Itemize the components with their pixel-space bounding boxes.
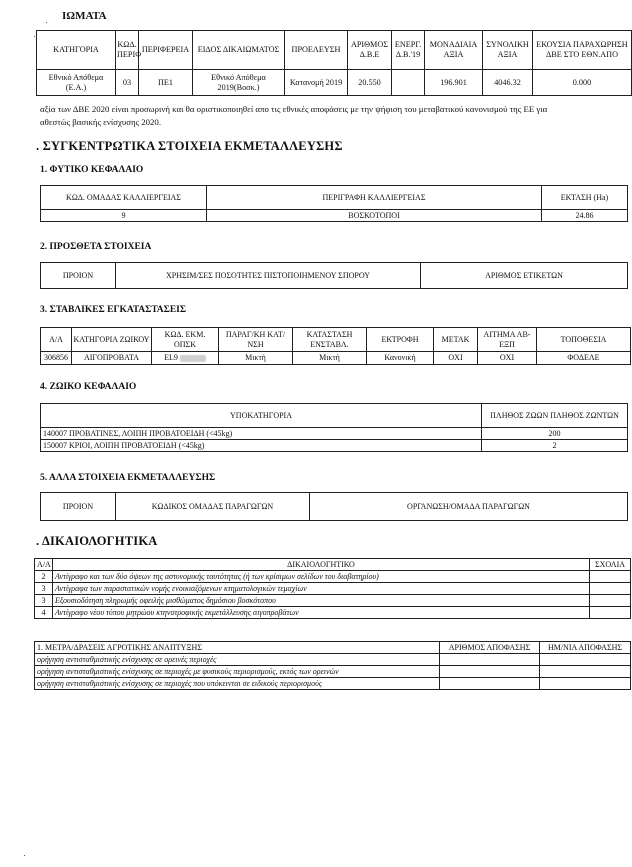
stables-header-cell: ΤΟΠΟΘΕΣΙΑ [537, 328, 631, 352]
other-header-cell: ΟΡΓΑΝΩΣΗ/ΟΜΑΔΑ ΠΑΡΑΓΩΓΩΝ [310, 493, 628, 521]
summary-heading: . ΣΥΓΚΕΝΤΡΩΤΙΚΑ ΣΤΟΙΧΕΙΑ ΕΚΜΕΤΑΛΛΕΥΣΗΣ [36, 139, 343, 153]
stables-data-row [41, 352, 631, 365]
rights-header-row [37, 31, 632, 70]
docs-cell: 3 [35, 595, 53, 607]
stables-header-cell: ΕΚΤΡΟΦΗ [367, 328, 434, 352]
plant-heading: 1. ΦΥΤΙΚΟ ΚΕΦΑΛΑΙΟ [40, 165, 144, 175]
animals-data-row [41, 428, 628, 440]
plant-cell: 9 [41, 210, 207, 222]
rights-cell: 4046.32 [483, 70, 533, 96]
other-heading: 5. ΑΛΛΑ ΣΤΟΙΧΕΙΑ ΕΚΜΕΤΑΛΛΕΥΣΗΣ [40, 473, 216, 483]
stables-header-cell: ΑΙΤΗΜΑ ΑΒ-ΕΞΠ [478, 328, 537, 352]
rights-header-cell: ΕΙΔΟΣ ΔΙΚΑΙΩΜΑΤΟΣ [193, 31, 285, 70]
measures-cell [440, 678, 540, 690]
measures-row [35, 678, 631, 690]
docs-row [35, 571, 631, 583]
measures-header-cell: 1. ΜΕΤΡΑ/ΔΡΑΣΕΙΣ ΑΓΡΟΤΙΚΗΣ ΑΝΑΠΤΥΞΗΣ [35, 642, 440, 654]
rights-header-cell: ΜΟΝΑΔΙΑΙΑ ΑΞΙΑ [425, 31, 483, 70]
rights-cell: 0.000 [533, 70, 632, 96]
docs-cell [590, 571, 631, 583]
scan-speck [34, 36, 35, 37]
measures-table [34, 641, 631, 690]
docs-cell: Αντίγραφο νέου τύπου μητρώου κτηνοτροφικής εκμετάλλευσης αιγοπροβάτων [53, 607, 590, 619]
plant-cell: 24.86 [542, 210, 628, 222]
rights-cell [392, 70, 425, 96]
docs-cell [590, 583, 631, 595]
docs-row [35, 595, 631, 607]
rights-cell: 20.550 [348, 70, 392, 96]
docs-table [34, 558, 631, 619]
rights-table [36, 30, 632, 96]
docs-heading: . ΔΙΚΑΙΟΛΟΓΗΤΙΚΑ [36, 534, 158, 548]
plant-cell: ΒΟΣΚΟΤΟΠΟΙ [207, 210, 542, 222]
plant-header-row [41, 186, 628, 210]
measures-cell: ορήγηση αντισταθμιστικής ενίσχυσης σε ορεινές περιοχές [35, 654, 440, 666]
stables-cell: Κανονική [367, 352, 434, 365]
stables-cell: ΑΙΓΟΠΡΟΒΑΤΑ [72, 352, 152, 365]
measures-cell [440, 654, 540, 666]
plant-data-row [41, 210, 628, 222]
stables-cell: ΦΟΔΕΛΕ [537, 352, 631, 365]
docs-header-cell: Α/Α [35, 559, 53, 571]
stables-header-cell: ΜΕΤΑΚ [434, 328, 478, 352]
rights-header-cell: ΣΥΝΟΛΙΚΗ ΑΞΙΑ [483, 31, 533, 70]
stables-cell [152, 352, 219, 365]
measures-cell: ορήγηση αντισταθμιστικής ενίσχυσης σε περιοχές με φυσικούς περιορισμούς, εκτός των ορεινών [35, 666, 440, 678]
docs-header-row [35, 559, 631, 571]
plant-table [40, 185, 628, 222]
stables-cell: 306856 [41, 352, 72, 365]
measures-cell: ορήγηση αντισταθμιστικής ενίσχυσης σε περιοχές που υπόκεινται σε ειδικούς περιορισμούς [35, 678, 440, 690]
extra-header-cell: ΑΡΙΘΜΟΣ ΕΤΙΚΕΤΩΝ [421, 263, 628, 289]
stables-code: EL9 [164, 353, 178, 363]
measures-row [35, 666, 631, 678]
docs-row [35, 607, 631, 619]
animals-cell: 200 [482, 428, 628, 440]
measures-cell [540, 666, 631, 678]
rights-header-cell: ΚΩΔ. ΠΕΡΙΦ [116, 31, 139, 70]
stables-header-row [41, 328, 631, 352]
animals-cell: 2 [482, 440, 628, 452]
docs-cell: Αντίγραφα των παραστατικών νομής ενοικιαζόμενων κτηματολογικών τεμαχίων [53, 583, 590, 595]
measures-row [35, 654, 631, 666]
animals-header-cell: ΥΠΟΚΑΤΗΓΟΡΙΑ [41, 404, 482, 428]
measures-header-row [35, 642, 631, 654]
stables-header-cell: ΚΑΤΗΓΟΡΙΑ ΖΩΙΚΟΥ [72, 328, 152, 352]
stables-header-cell: Α/Α [41, 328, 72, 352]
measures-header-cell: ΗΜ/ΝΙΑ ΑΠΟΦΑΣΗΣ [540, 642, 631, 654]
rights-cell: Εθνικό Απόθεμα 2019(Βοσκ.) [193, 70, 285, 96]
animals-cell: 150007 ΚΡΙΟΙ, ΛΟΙΠΗ ΠΡΟΒΑΤΟΕΙΔΗ (<45kg) [41, 440, 482, 452]
animals-header-cell: ΠΛΗΘΟΣ ΖΩΩΝ ΠΛΗΘΟΣ ΖΩΝΤΩΝ [482, 404, 628, 428]
scan-speck [24, 855, 25, 856]
plant-header-cell: ΕΚΤΑΣΗ (Ha) [542, 186, 628, 210]
redacted-code [180, 355, 206, 362]
rights-cell: 03 [116, 70, 139, 96]
measures-cell [540, 654, 631, 666]
stables-cell: ΟΧΙ [478, 352, 537, 365]
stables-header-cell: ΠΑΡΑΓ/ΚΗ ΚΑΤ/ΝΣΗ [219, 328, 293, 352]
measures-header-cell: ΑΡΙΘΜΟΣ ΑΠΟΦΑΣΗΣ [440, 642, 540, 654]
rights-heading: ΙΩΜΑΤΑ [62, 10, 107, 22]
stables-table [40, 327, 631, 365]
note-line-1: αξία των ΔΒΕ 2020 είναι προσωρινή και θα οριστικοποιηθεί απο τις εθνικές αποφάσεις με την ψήφιση του μεταβατικού κανονισμού της ΕΕ για [40, 104, 548, 114]
docs-cell: Αντίγραφο και των δύο όψεων της αστυνομικής ταυτότητας (ή των κρίσιμων σελίδων του διαβατηρίου) [53, 571, 590, 583]
rights-header-cell: ΕΝΕΡΓ. Δ.Β.'19 [392, 31, 425, 70]
animals-table [40, 403, 628, 452]
rights-header-cell: ΕΚΟΥΣΙΑ ΠΑΡΑΧΩΡΗΣΗ ΔΒΕ ΣΤΟ ΕΘΝ.ΑΠΟ [533, 31, 632, 70]
plant-header-cell: ΚΩΔ. ΟΜΑΔΑΣ ΚΑΛΛΙΕΡΓΕΙΑΣ [41, 186, 207, 210]
stables-cell: Μικτή [293, 352, 367, 365]
plant-header-cell: ΠΕΡΙΓΡΑΦΗ ΚΑΛΛΙΕΡΓΕΙΑΣ [207, 186, 542, 210]
extra-table [40, 262, 628, 289]
other-header-cell: ΚΩΔΙΚΟΣ ΟΜΑΔΑΣ ΠΑΡΑΓΩΓΩΝ [116, 493, 310, 521]
docs-cell: 2 [35, 571, 53, 583]
extra-header-cell: ΠΡΟΙΟΝ [41, 263, 116, 289]
extra-heading: 2. ΠΡΟΣΘΕΤΑ ΣΤΟΙΧΕΙΑ [40, 242, 152, 252]
measures-cell [540, 678, 631, 690]
docs-cell [590, 595, 631, 607]
docs-cell [590, 607, 631, 619]
docs-row [35, 583, 631, 595]
rights-cell: Εθνικό Απόθεμα (Ε.Α.) [37, 70, 116, 96]
stables-header-cell: ΚΑΤΑΣΤΑΣΗ ΕΝΣΤΑΒΛ. [293, 328, 367, 352]
extra-header-cell: ΧΡΗΣΙΜ/ΣΕΣ ΠΟΣΟΤΗΤΕΣ ΠΙΣΤΟΠΟΙΗΜΕΝΟΥ ΣΠΟΡΟΥ [116, 263, 421, 289]
docs-header-cell: ΣΧΟΛΙΑ [590, 559, 631, 571]
rights-header-cell: ΚΑΤΗΓΟΡΙΑ [37, 31, 116, 70]
other-header-row [41, 493, 628, 521]
measures-cell [440, 666, 540, 678]
rights-header-cell: ΠΡΟΕΛΕΥΣΗ [285, 31, 348, 70]
other-table [40, 492, 628, 521]
rights-cell: Κατανομή 2019 [285, 70, 348, 96]
stables-cell: ΟΧΙ [434, 352, 478, 365]
stables-cell: Μικτή [219, 352, 293, 365]
docs-header-cell: ΔΙΚΑΙΟΛΟΓΗΤΙΚΟ [53, 559, 590, 571]
animals-heading: 4. ΖΩΙΚΟ ΚΕΦΑΛΑΙΟ [40, 382, 137, 392]
rights-cell: 196.901 [425, 70, 483, 96]
animals-header-row [41, 404, 628, 428]
scan-speck [46, 22, 47, 23]
docs-cell: 3 [35, 583, 53, 595]
animals-cell: 140007 ΠΡΟΒΑΤΙΝΕΣ, ΛΟΙΠΗ ΠΡΟΒΑΤΟΕΙΔΗ (<45kg) [41, 428, 482, 440]
animals-data-row [41, 440, 628, 452]
docs-cell: Εξουσιοδότηση πληρωμής οφειλής μισθώματος δημόσιου βοσκότοπου [53, 595, 590, 607]
stables-heading: 3. ΣΤΑΒΛΙΚΕΣ ΕΓΚΑΤΑΣΤΑΣΕΙΣ [40, 305, 187, 315]
rights-header-cell: ΠΕΡΙΦΕΡΕΙΑ [139, 31, 193, 70]
rights-header-cell: ΑΡΙΘΜΟΣ Δ.Β.Ε [348, 31, 392, 70]
docs-cell: 4 [35, 607, 53, 619]
stables-header-cell: ΚΩΔ. ΕΚΜ. ΟΠΣΚ [152, 328, 219, 352]
rights-data-row [37, 70, 632, 96]
rights-cell: ΠΕ1 [139, 70, 193, 96]
extra-header-row [41, 263, 628, 289]
other-header-cell: ΠΡΟΙΟΝ [41, 493, 116, 521]
note-line-2: αθεστώς βασικής ενίσχυσης 2020. [40, 117, 162, 127]
